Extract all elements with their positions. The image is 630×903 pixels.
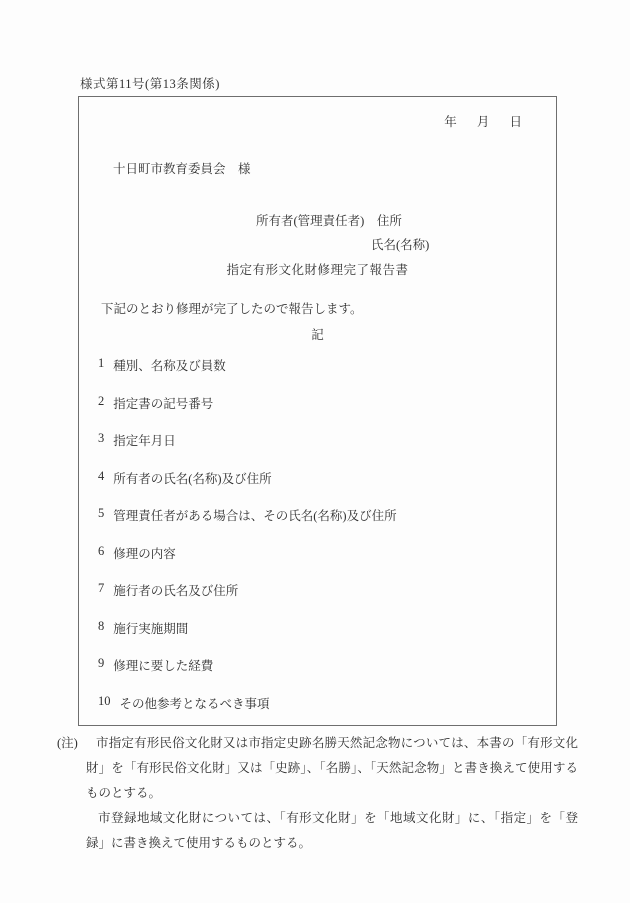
addressee-line: 十日町市教育委員会 様 bbox=[113, 162, 251, 176]
item-number: 3 bbox=[98, 431, 105, 445]
report-item-row bbox=[98, 356, 546, 394]
item-number: 1 bbox=[98, 356, 105, 370]
date-day-label: 日 bbox=[509, 115, 522, 129]
report-item-row bbox=[98, 506, 546, 544]
item-label: 修理に要した経費 bbox=[113, 659, 214, 673]
report-form-frame bbox=[78, 96, 557, 726]
date-month-label: 月 bbox=[476, 115, 490, 129]
item-number: 2 bbox=[98, 393, 105, 408]
date-line bbox=[444, 112, 522, 130]
item-number: 9 bbox=[98, 656, 105, 670]
item-number: 10 bbox=[98, 693, 111, 708]
item-number: 5 bbox=[98, 506, 105, 520]
item-label: 施行者の氏名及び住所 bbox=[113, 584, 239, 598]
date-year-label: 年 bbox=[444, 115, 457, 129]
report-item-row bbox=[98, 431, 546, 469]
item-label: 施行実施期間 bbox=[113, 621, 189, 636]
item-label: 管理責任者がある場合は、その氏名(名称)及び住所 bbox=[113, 509, 397, 523]
item-label: 種別、名称及び員数 bbox=[113, 359, 226, 373]
intro-sentence: 下記のとおり修理が完了したので報告します。 bbox=[101, 302, 363, 316]
item-number: 7 bbox=[98, 581, 105, 595]
item-label: その他参考となるべき事項 bbox=[119, 696, 270, 711]
footnote bbox=[57, 731, 578, 856]
item-label: 修理の内容 bbox=[113, 546, 176, 561]
record-heading: 記 bbox=[311, 328, 324, 342]
report-item-row bbox=[98, 656, 546, 694]
form-number-label: 様式第11号(第13条関係) bbox=[80, 77, 220, 91]
report-item-row bbox=[98, 544, 546, 582]
footnote-marker: (注) bbox=[57, 736, 78, 750]
item-number: 6 bbox=[98, 543, 105, 558]
item-number: 4 bbox=[98, 468, 105, 483]
report-title: 指定有形文化財修理完了報告書 bbox=[226, 263, 409, 277]
report-item-row bbox=[98, 394, 546, 432]
footnote-paragraph: 市登録地域文化財については、「有形文化財」を「地域文化財」に、「指定」を「登録」に書き換えて使用するものとする。 bbox=[86, 811, 578, 850]
footnote-paragraph: 市指定有形民俗文化財又は市指定史跡名勝天然記念物については、本書の「有形文化財」を「有形民俗文化財」又は「史跡」、「名勝」、「天然記念物」と書き換えて使用するものとする。 bbox=[86, 736, 578, 800]
item-number: 8 bbox=[98, 618, 105, 633]
owner-name-label: 氏名(名称) bbox=[371, 238, 430, 252]
item-label: 所有者の氏名(名称)及び住所 bbox=[113, 471, 272, 486]
report-item-row bbox=[98, 694, 546, 732]
owner-address-label: 所有者(管理責任者) 住所 bbox=[256, 214, 402, 228]
report-item-row bbox=[98, 469, 546, 507]
item-label: 指定年月日 bbox=[113, 434, 176, 448]
report-item-row bbox=[98, 619, 546, 657]
report-item-list bbox=[98, 356, 546, 731]
item-label: 指定書の記号番号 bbox=[113, 396, 214, 411]
report-item-row bbox=[98, 581, 546, 619]
